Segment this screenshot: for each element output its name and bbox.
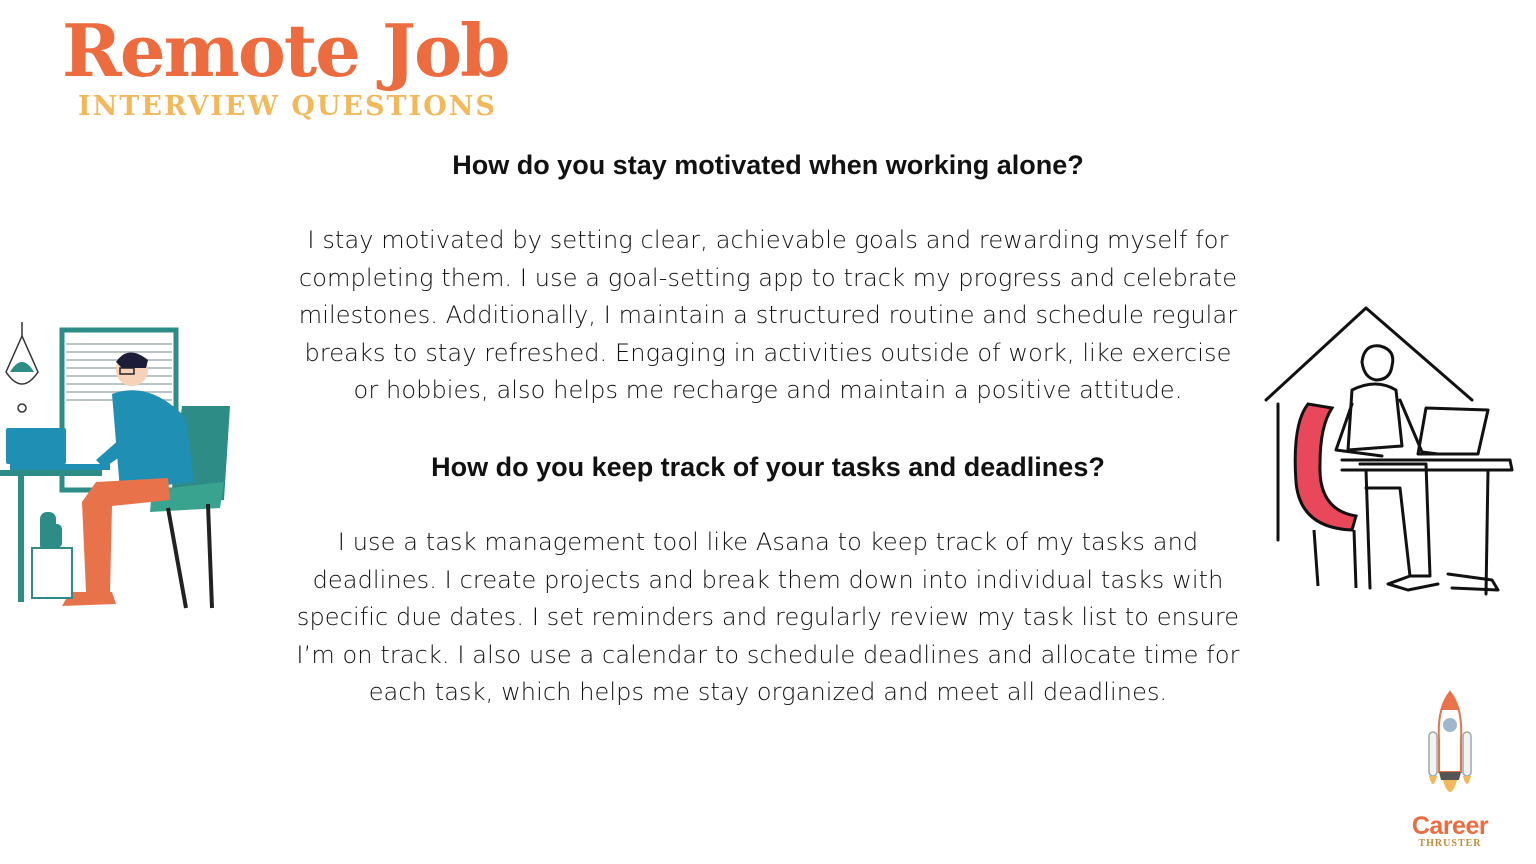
spacer xyxy=(220,410,1316,448)
spacer xyxy=(220,486,1316,524)
title-block xyxy=(62,8,522,122)
career-thruster-logo xyxy=(1402,688,1498,850)
person-working-from-home-illustration xyxy=(1262,304,1522,604)
question-2: How do you keep track of your tasks and deadlines? xyxy=(431,451,1105,482)
answer-line: specific due dates. I set reminders and regularly review my task list to ensure xyxy=(296,603,1240,632)
answer-line: breaks to stay refreshed. Engaging in activities outside of work, like exercise xyxy=(304,338,1232,367)
answer-line: completing them. I use a goal-setting app to track my progress and celebrate xyxy=(298,263,1238,292)
answer-line: I’m on track. I also use a calendar to schedule deadlines and allocate time for xyxy=(296,640,1240,669)
answer-2 xyxy=(220,524,1316,712)
answer-line: I stay motivated by setting clear, achievable goals and rewarding myself for xyxy=(307,226,1229,254)
page-title: Remote Job xyxy=(62,8,509,93)
answer-line: or hobbies, also helps me recharge and maintain a positive attitude. xyxy=(353,376,1183,405)
qa-content xyxy=(220,146,1316,712)
rocket-icon xyxy=(1415,688,1485,810)
logo-wordmark: Career xyxy=(1411,812,1489,840)
question-1: How do you stay motivated when working alone? xyxy=(452,150,1084,180)
answer-line: I use a task management tool like Asana to keep track of my tasks and xyxy=(337,527,1199,556)
person-working-at-desk-illustration xyxy=(0,322,240,614)
answer-line: deadlines. I create projects and break them down into individual tasks with xyxy=(312,565,1224,594)
spacer xyxy=(220,184,1316,222)
answer-line: milestones. Additionally, I maintain a structured routine and schedule regular xyxy=(298,301,1238,330)
answer-line: each task, which helps me stay organized and meet all deadlines. xyxy=(368,678,1168,707)
logo-subtext: THRUSTER xyxy=(1418,838,1482,849)
answer-1 xyxy=(220,222,1316,410)
page-subtitle: INTERVIEW QUESTIONS xyxy=(78,91,497,122)
